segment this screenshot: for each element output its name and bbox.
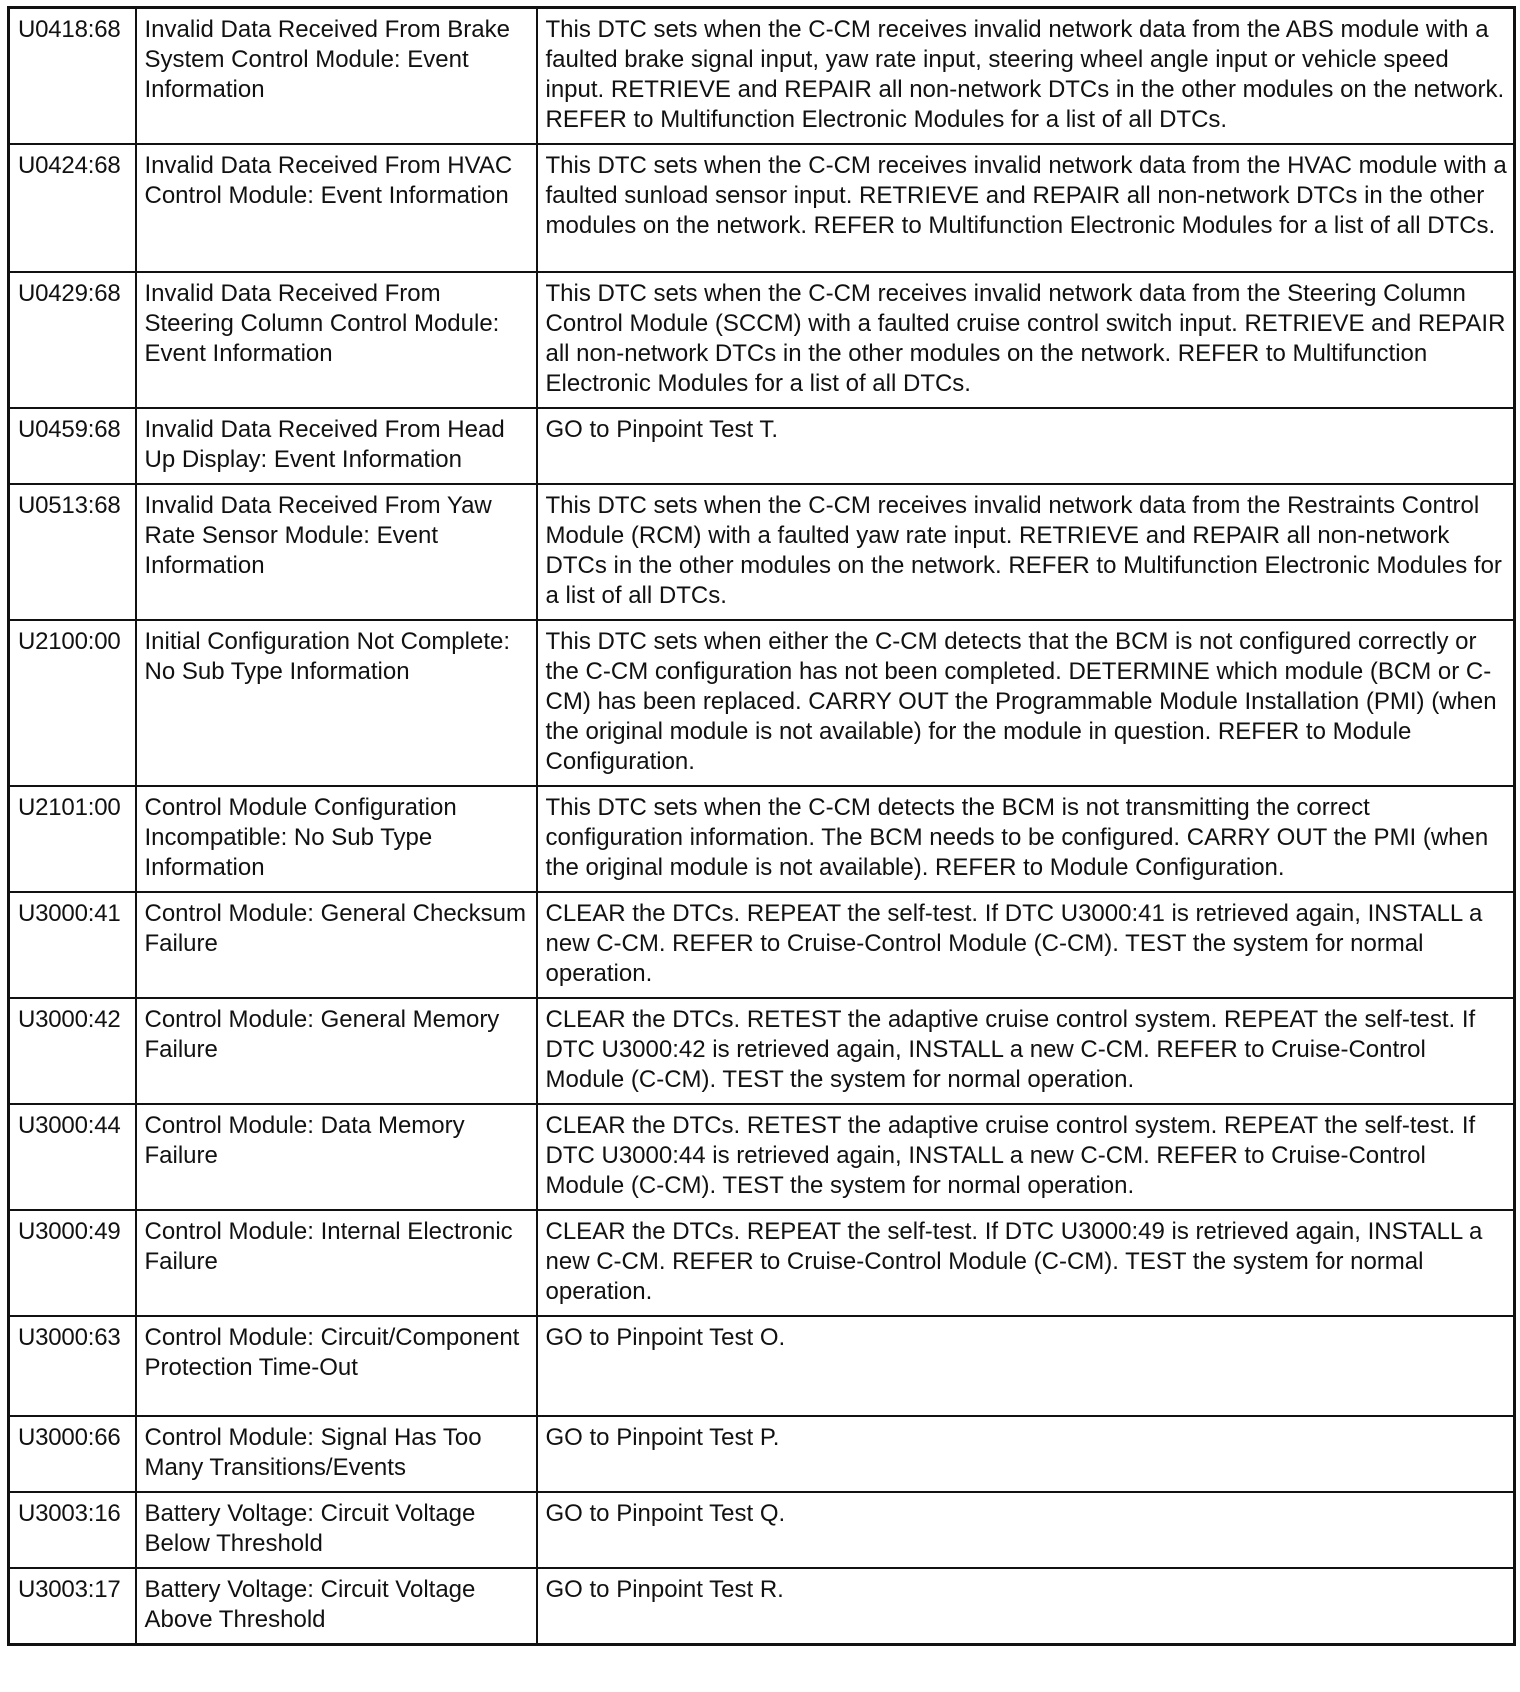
dtc-action-cell: CLEAR the DTCs. RETEST the adaptive cruise control system. REPEAT the self-test. If DTC U3000:42 is retrieved again, INSTALL a new C-CM. REFER to Cruise-Control Module (C-CM). TEST the system for normal operation.	[537, 998, 1515, 1104]
dtc-code-cell: U3003:16	[9, 1492, 136, 1568]
table-row	[9, 408, 1515, 484]
table-row	[9, 1568, 1515, 1645]
dtc-action-cell: This DTC sets when the C-CM detects the BCM is not transmitting the correct configuration information. The BCM needs to be configured. CARRY OUT the PMI (when the original module is not available). REFER to Module Configuration.	[537, 786, 1515, 892]
dtc-code-cell: U3000:41	[9, 892, 136, 998]
dtc-description-cell: Control Module: Signal Has Too Many Transitions/Events	[136, 1416, 537, 1492]
table-row	[9, 892, 1515, 998]
dtc-code-cell: U0513:68	[9, 484, 136, 620]
dtc-code-cell: U0459:68	[9, 408, 136, 484]
table-row	[9, 484, 1515, 620]
dtc-code-cell: U0424:68	[9, 144, 136, 272]
dtc-description-cell: Initial Configuration Not Complete: No Sub Type Information	[136, 620, 537, 786]
dtc-action-cell: This DTC sets when either the C-CM detects that the BCM is not configured correctly or the C-CM configuration has not been completed. DETERMINE which module (BCM or C-CM) has been replaced. CARRY OUT the Programmable Module Installation (PMI) (when the original module is not available) for the module in question. REFER to Module Configuration.	[537, 620, 1515, 786]
dtc-description-cell: Control Module: Internal Electronic Failure	[136, 1210, 537, 1316]
dtc-description-cell: Invalid Data Received From HVAC Control Module: Event Information	[136, 144, 537, 272]
dtc-action-cell: GO to Pinpoint Test T.	[537, 408, 1515, 484]
dtc-code-cell: U0429:68	[9, 272, 136, 408]
dtc-action-cell: GO to Pinpoint Test R.	[537, 1568, 1515, 1645]
dtc-code-cell: U2101:00	[9, 786, 136, 892]
table-row	[9, 1416, 1515, 1492]
table-row	[9, 1316, 1515, 1416]
table-row	[9, 620, 1515, 786]
dtc-action-cell: This DTC sets when the C-CM receives invalid network data from the Restraints Control Module (RCM) with a faulted yaw rate input. RETRIEVE and REPAIR all non-network DTCs in the other modules on the network. REFER to Multifunction Electronic Modules for a list of all DTCs.	[537, 484, 1515, 620]
dtc-code-cell: U3000:63	[9, 1316, 136, 1416]
dtc-code-cell: U3003:17	[9, 1568, 136, 1645]
dtc-action-cell: CLEAR the DTCs. REPEAT the self-test. If DTC U3000:41 is retrieved again, INSTALL a new C-CM. REFER to Cruise-Control Module (C-CM). TEST the system for normal operation.	[537, 892, 1515, 998]
dtc-description-cell: Control Module: General Checksum Failure	[136, 892, 537, 998]
dtc-table	[7, 6, 1516, 1646]
dtc-table-body	[9, 8, 1515, 1645]
dtc-description-cell: Invalid Data Received From Head Up Display: Event Information	[136, 408, 537, 484]
table-row	[9, 1210, 1515, 1316]
dtc-action-cell: This DTC sets when the C-CM receives invalid network data from the Steering Column Control Module (SCCM) with a faulted cruise control switch input. RETRIEVE and REPAIR all non-network DTCs in the other modules on the network. REFER to Multifunction Electronic Modules for a list of all DTCs.	[537, 272, 1515, 408]
dtc-action-cell: This DTC sets when the C-CM receives invalid network data from the HVAC module with a faulted sunload sensor input. RETRIEVE and REPAIR all non-network DTCs in the other modules on the network. REFER to Multifunction Electronic Modules for a list of all DTCs.	[537, 144, 1515, 272]
dtc-action-cell: This DTC sets when the C-CM receives invalid network data from the ABS module with a faulted brake signal input, yaw rate input, steering wheel angle input or vehicle speed input. RETRIEVE and REPAIR all non-network DTCs in the other modules on the network. REFER to Multifunction Electronic Modules for a list of all DTCs.	[537, 8, 1515, 145]
dtc-description-cell: Invalid Data Received From Steering Column Control Module: Event Information	[136, 272, 537, 408]
dtc-description-cell: Control Module: General Memory Failure	[136, 998, 537, 1104]
dtc-description-cell: Battery Voltage: Circuit Voltage Above Threshold	[136, 1568, 537, 1645]
dtc-action-cell: CLEAR the DTCs. REPEAT the self-test. If DTC U3000:49 is retrieved again, INSTALL a new C-CM. REFER to Cruise-Control Module (C-CM). TEST the system for normal operation.	[537, 1210, 1515, 1316]
dtc-action-cell: GO to Pinpoint Test O.	[537, 1316, 1515, 1416]
table-row	[9, 998, 1515, 1104]
dtc-action-cell: CLEAR the DTCs. RETEST the adaptive cruise control system. REPEAT the self-test. If DTC U3000:44 is retrieved again, INSTALL a new C-CM. REFER to Cruise-Control Module (C-CM). TEST the system for normal operation.	[537, 1104, 1515, 1210]
table-row	[9, 786, 1515, 892]
dtc-code-cell: U2100:00	[9, 620, 136, 786]
dtc-code-cell: U3000:44	[9, 1104, 136, 1210]
dtc-description-cell: Control Module: Data Memory Failure	[136, 1104, 537, 1210]
dtc-code-cell: U3000:42	[9, 998, 136, 1104]
table-row	[9, 1492, 1515, 1568]
table-row	[9, 144, 1515, 272]
dtc-code-cell: U3000:66	[9, 1416, 136, 1492]
table-row	[9, 1104, 1515, 1210]
dtc-action-cell: GO to Pinpoint Test Q.	[537, 1492, 1515, 1568]
dtc-description-cell: Invalid Data Received From Yaw Rate Sensor Module: Event Information	[136, 484, 537, 620]
dtc-code-cell: U3000:49	[9, 1210, 136, 1316]
dtc-description-cell: Invalid Data Received From Brake System Control Module: Event Information	[136, 8, 537, 145]
table-row	[9, 272, 1515, 408]
dtc-description-cell: Battery Voltage: Circuit Voltage Below Threshold	[136, 1492, 537, 1568]
dtc-code-cell: U0418:68	[9, 8, 136, 145]
dtc-description-cell: Control Module: Circuit/Component Protection Time-Out	[136, 1316, 537, 1416]
dtc-action-cell: GO to Pinpoint Test P.	[537, 1416, 1515, 1492]
table-row	[9, 8, 1515, 145]
dtc-description-cell: Control Module Configuration Incompatible: No Sub Type Information	[136, 786, 537, 892]
